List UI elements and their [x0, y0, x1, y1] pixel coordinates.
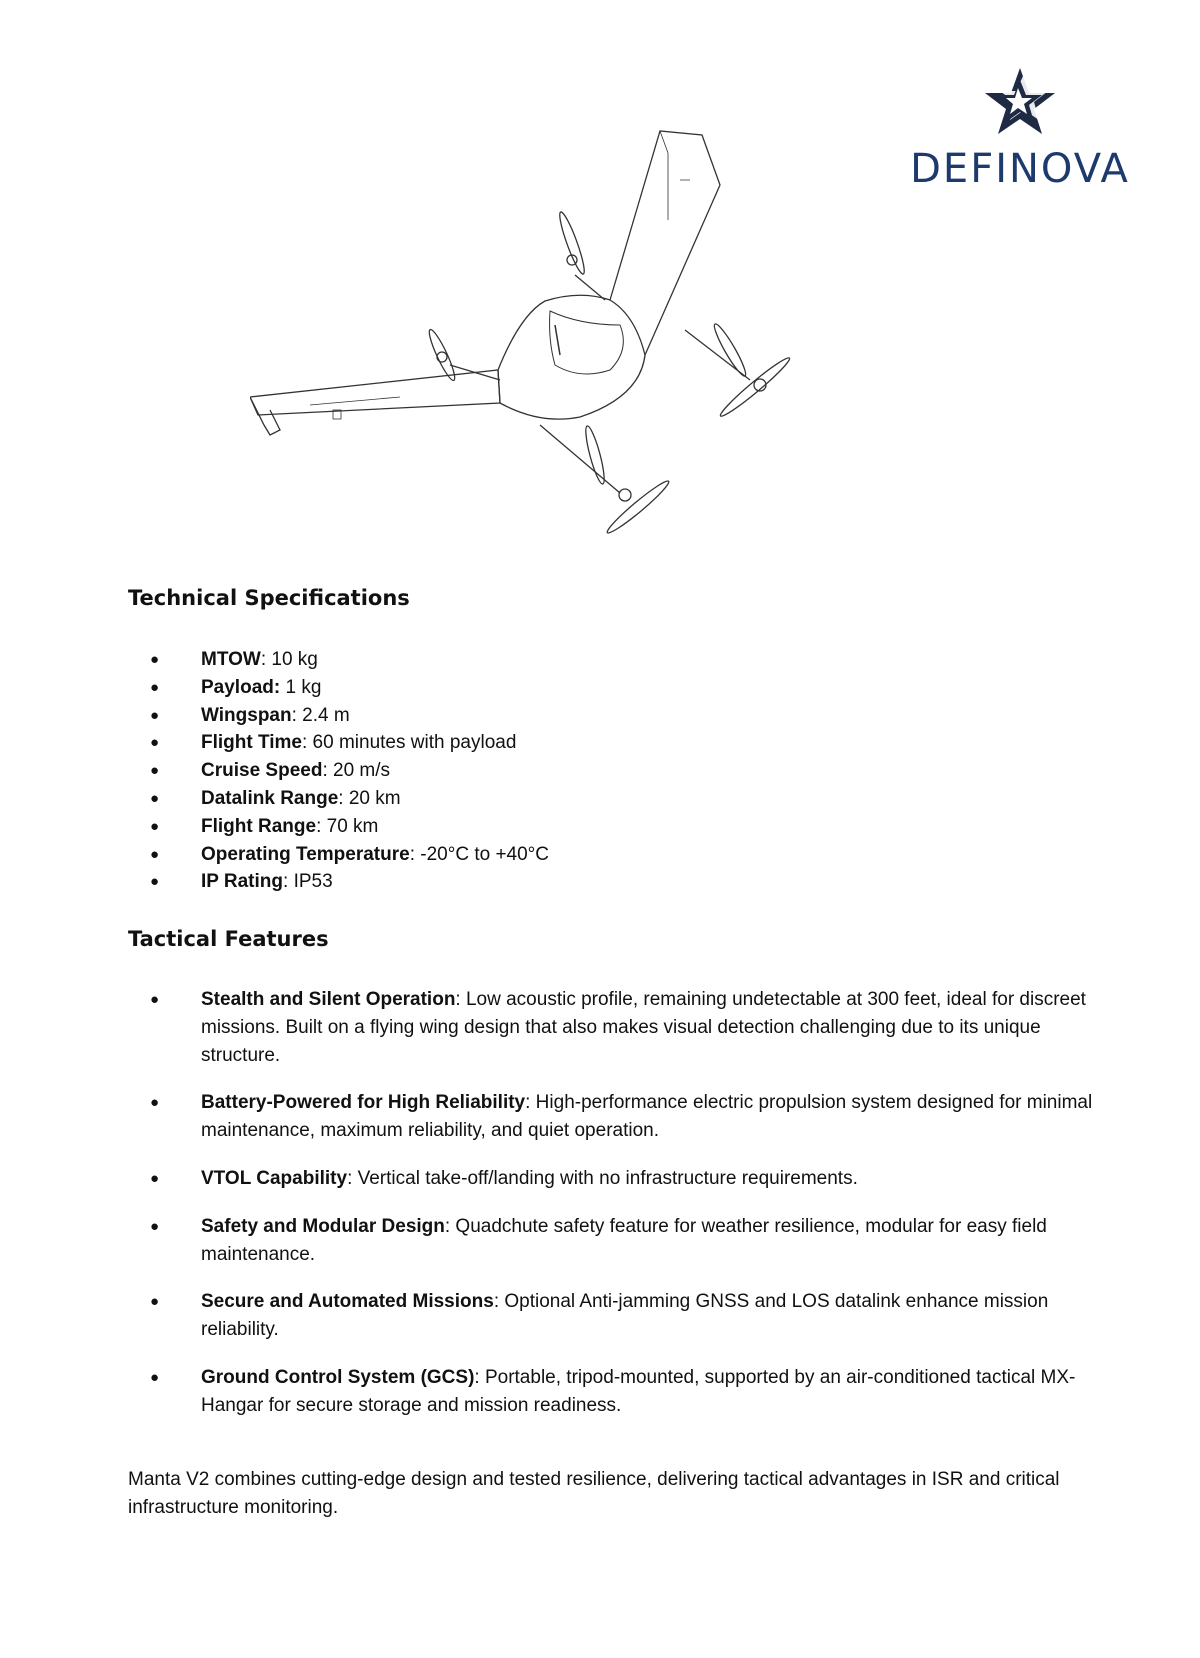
- bullet-icon: ●: [150, 1293, 160, 1311]
- list-item: ● IP Rating: IP53: [128, 868, 549, 896]
- list-item: ● Cruise Speed: 20 m/s: [128, 757, 549, 785]
- list-item: ● Secure and Automated Missions: Optional Anti-jamming GNSS and LOS datalink enhance mission reliability.: [128, 1288, 1101, 1344]
- bullet-icon: ●: [150, 1169, 160, 1187]
- bullet-icon: ●: [150, 789, 160, 807]
- features-heading: Tactical Features: [128, 927, 329, 951]
- bullet-icon: ●: [150, 1217, 160, 1235]
- rotor-front-right: [556, 210, 605, 300]
- specs-list: [128, 646, 549, 896]
- bullet-icon: ●: [150, 845, 160, 863]
- list-item: ● Wingspan: 2.4 m: [128, 702, 549, 730]
- bullet-icon: ●: [150, 873, 160, 891]
- bullet-icon: ●: [150, 1368, 160, 1386]
- right-wing: [610, 131, 720, 355]
- bullet-icon: ●: [150, 678, 160, 696]
- list-item: ● Battery-Powered for High Reliability: High-performance electric propulsion system designed for minimal maintenance, maximum reliability, and quiet operation.: [128, 1089, 1101, 1145]
- star-emblem-icon: [880, 58, 1160, 148]
- fuselage: [498, 295, 645, 419]
- bullet-icon: ●: [150, 734, 160, 752]
- rotor-rear-right: [685, 322, 793, 420]
- list-item: ● Safety and Modular Design: Quadchute safety feature for weather resilience, modular for easy field maintenance.: [128, 1213, 1101, 1269]
- brand-wordmark: DEFINOVA: [910, 146, 1130, 192]
- bullet-icon: ●: [150, 991, 160, 1008]
- bullet-icon: ●: [150, 706, 160, 724]
- bullet-icon: ●: [150, 651, 160, 668]
- bullet-icon: ●: [150, 1094, 160, 1112]
- bullet-icon: ●: [150, 817, 160, 835]
- list-item: ● Ground Control System (GCS): Portable, tripod-mounted, supported by an air-conditioned tactical MX-Hangar for secure storage and mission readiness.: [128, 1364, 1101, 1420]
- list-item: ● VTOL Capability: Vertical take-off/landing with no infrastructure requirements.: [128, 1165, 1101, 1193]
- list-item: ● Stealth and Silent Operation: Low acoustic profile, remaining undetectable at 300 feet, ideal for discreet missions. Built on a flying wing design that also makes visual detection challenging due to its unique structure.: [128, 986, 1101, 1069]
- list-item: ● Flight Range: 70 km: [128, 813, 549, 841]
- list-item: ● Payload: 1 kg: [128, 674, 549, 702]
- features-list: [128, 986, 1101, 1440]
- left-wing: [250, 370, 500, 415]
- list-item: ● MTOW: 10 kg: [128, 646, 549, 674]
- list-item: ● Flight Time: 60 minutes with payload: [128, 729, 549, 757]
- list-item: ● Datalink Range: 20 km: [128, 785, 549, 813]
- rotor-rear-left: [540, 425, 672, 537]
- closing-paragraph: Manta V2 combines cutting-edge design and tested resilience, delivering tactical advantages in ISR and critical infrastructure monitoring.: [128, 1469, 1060, 1518]
- list-item: ● Operating Temperature: -20°C to +40°C: [128, 841, 549, 869]
- brand-logo: [880, 58, 1160, 208]
- specs-heading: Technical Specifications: [128, 586, 410, 610]
- drone-illustration: [250, 125, 850, 570]
- bullet-icon: ●: [150, 762, 160, 780]
